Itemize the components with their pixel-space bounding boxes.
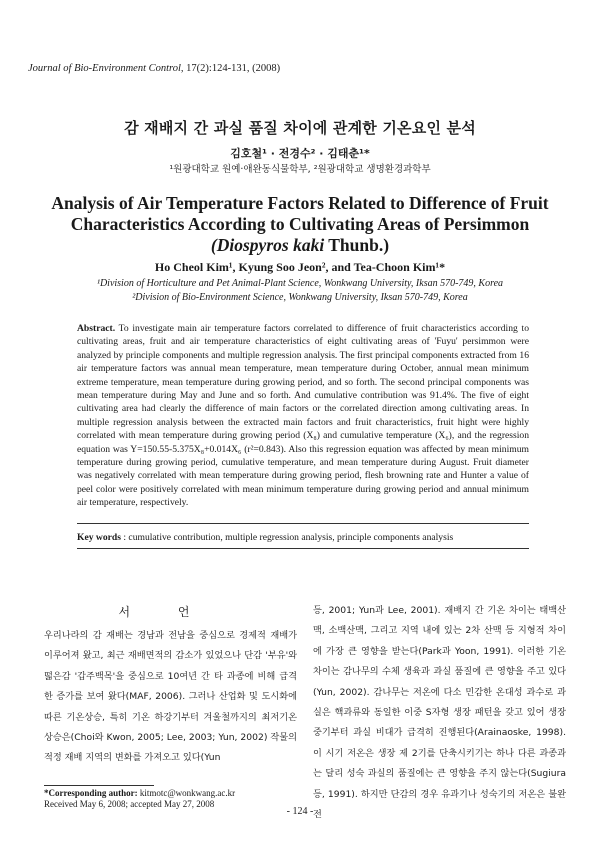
footnote-received: Received May 6, 2008; accepted May 27, 2008 <box>44 799 215 809</box>
keywords-divider <box>77 548 529 549</box>
abstract-label: Abstract. <box>77 323 116 334</box>
keywords <box>77 531 529 544</box>
english-title-cultivar: Thunb.) <box>324 235 390 255</box>
footnote-corresponding <box>44 788 304 799</box>
korean-title: 감 재배지 간 과실 품질 차이에 관계한 기온요인 분석 <box>124 119 476 137</box>
footnote-rule <box>44 785 154 786</box>
korean-authors: 김호철¹ · 전경수² · 김태춘¹* <box>230 147 370 160</box>
keywords-label: Key words <box>77 532 121 543</box>
journal-issue: 17(2):124-131, (2008) <box>186 63 281 74</box>
intro-left-column: 우리나라의 감 재배는 경남과 전남을 중심으로 경제적 재배가 이루어져 왔고, 최근 재배면적의 감소가 있었으나 단감 '부유'와 떫은감 '갑주백목'을 중심으로 10여년 간 타 과종에 비해 급격한 증가를 보여 왔다(MAF, 2006). 그러나 산업화 및 도시화에 따른 기온상승, 특히 기온 하강기부터 겨울철까지의 최저기온 상승은(Choi와 Kwon, 2005; Lee, 2003; Yun, 2002) 작물의 적정 재배 지역의 변화를 가져오고 있다(Yun <box>44 630 297 764</box>
english-authors: Ho Cheol Kim¹, Kyung Soo Jeon², and Tea-Choon Kim¹* <box>154 260 446 274</box>
abstract-divider <box>77 523 529 524</box>
intro-right-column: 등, 2001; Yun과 Lee, 2001). 재배지 간 기온 차이는 태백산맥, 소백산맥, 그리고 지역 내에 있는 2차 산맥 등 지형적 차이에 가장 큰 영향을 받는다(Park과 Yoon, 1991). 이러한 기온 차이는 감나무의 수체 생육과 과실 품질에 큰 영향을 주고 있다(Yun, 2002). 감나무는 저온에 다소 민감한 온대성 과수로 과실은 핵과류와 동일한 이중 S자형 생장 패턴을 갖고 있어 생장 중기부터 과실 비대가 급격히 진행된다(Arainaoske, 1998). 이 시기 저온은 생장 제 2기를 단축시키기는 하나 다른 과종과는 달리 성숙 과실의 품질에는 큰 영향을 주지 않는다(Sugiura 등, 1991). 하지만 단감의 경우 유과기나 성숙기의 저온은 불완전 <box>313 605 566 821</box>
footnote-label: *Corresponding author: <box>44 788 138 798</box>
english-affiliation-2: ²Division of Bio-Environment Science, Wonkwang University, Iksan 570-749, Korea <box>132 291 468 303</box>
korean-affiliations: ¹원광대학교 원예·애완동식물학부, ²원광대학교 생명환경과학부 <box>169 164 431 175</box>
journal-header <box>28 63 280 74</box>
english-title-line2: Characteristics According to Cultivating Areas of Persimmon <box>70 214 530 234</box>
english-affiliation-1: ¹Division of Horticulture and Pet Animal-Plant Science, Wonkwang University, Iksan 570-749, Korea <box>96 278 504 289</box>
english-title-line1: Analysis of Air Temperature Factors Related to Difference of Fruit <box>51 193 549 213</box>
intro-heading: 서 언 <box>118 605 212 619</box>
page-number: - 124 - <box>286 806 314 817</box>
footnote-email: kitmotc@wonkwang.ac.kr <box>137 788 236 798</box>
journal-name: Journal of Bio-Environment Control, <box>28 63 184 74</box>
keywords-text: : cumulative contribution, multiple regression analysis, principle components analysis <box>120 532 454 543</box>
abstract <box>77 322 529 510</box>
abstract-text: To investigate main air temperature factors correlated to difference of fruit characteristics according to cultivating areas, fruit and air temperature characteristics of eight cultivating areas of 'Fuyu' persimmon were analyzed by principle components and multiple regression analysis. The first principal components extracted from 16 air temperature factors was annual mean temperature, mean temperature during October, annual mean minimum extreme temperature, mean temperature during growing period, and so forth. The second principal components was mean temperature during May and June and so forth. And cumulative contribution was 91.4%. The five of eight cultivating area had clearly the difference of main factors or the correlated direction among cultivating areas. In multiple regression analysis between the extracted main factors and fruit characteristics, fruit hight were highly correlated with mean temperature during growing period (X₈) and cumulative temperature (X₆), and the regression equation was Y=150.55-5.375X₈+0.014X₆ (r²=0.843). Also this regression equation was affected by mean minimum temperature during growing period, cumulative temperature, and mean temperature during August. Fruit diameter was negatively correlated with mean temperature during growing period, flesh browning rate and Hunter a value of peel color were positively correlated with mean minimum temperature during growing period and annual minimum air temperature, respectively. <box>77 323 529 509</box>
english-title-species: (Diospyros kaki <box>210 235 325 255</box>
english-title <box>30 193 570 256</box>
english-affiliations <box>0 277 600 304</box>
english-title-line3 <box>30 235 570 256</box>
